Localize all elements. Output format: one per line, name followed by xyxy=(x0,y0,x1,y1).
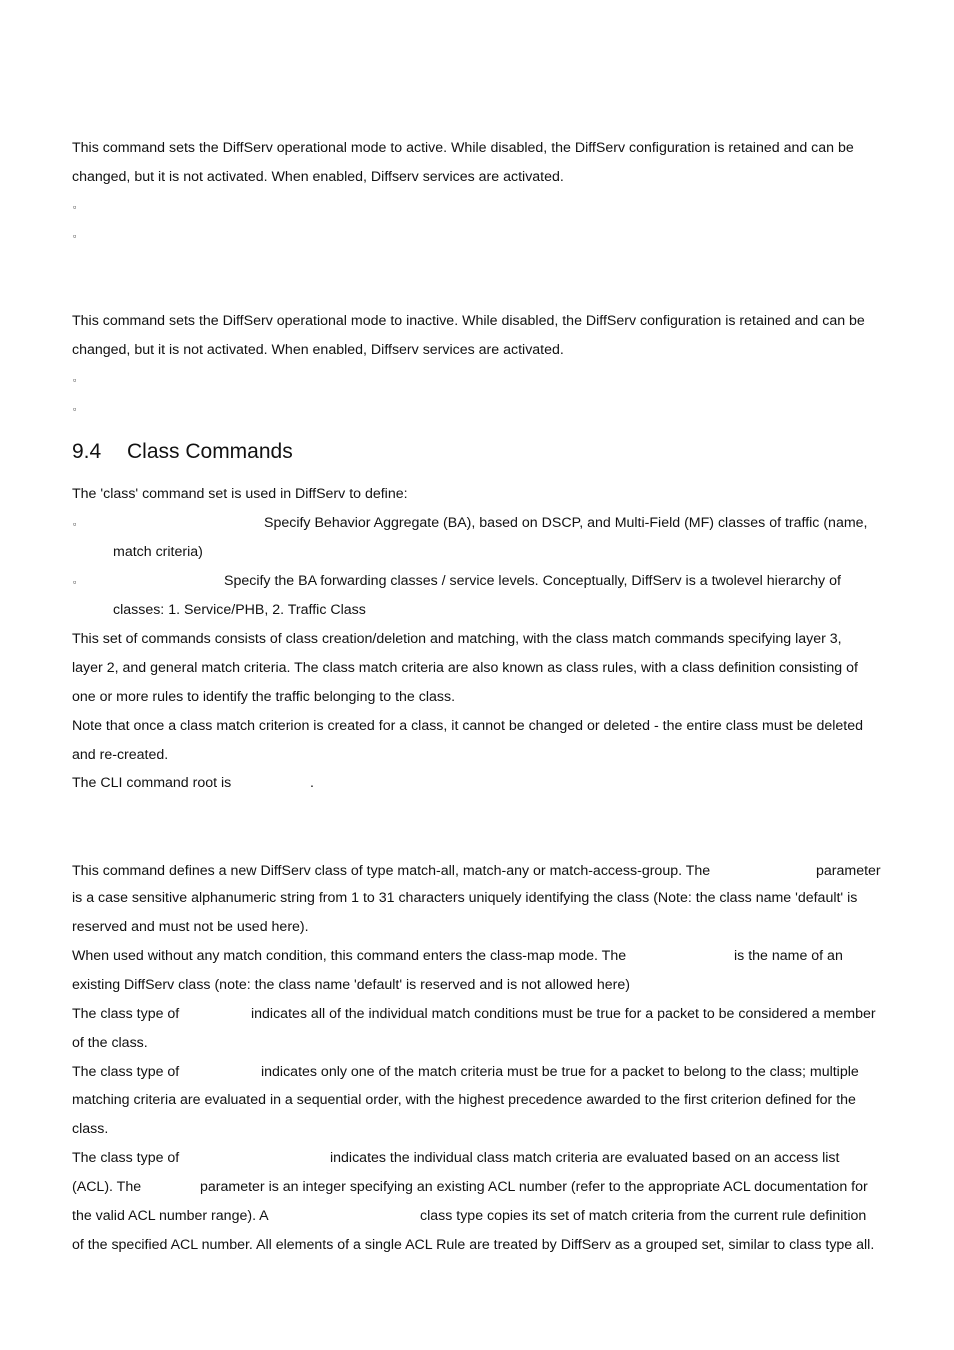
class-item-2-line-2: classes: 1. Service/PHB, 2. Traffic Class xyxy=(113,602,366,618)
section-number: 9.4 xyxy=(72,440,102,463)
classmap-p5-l3b: class type copies its set of match criteria from the current rule definition xyxy=(420,1208,867,1224)
cli-root-label: The CLI command root is xyxy=(72,775,232,791)
classmap-p1-l3: reserved and must not be used here). xyxy=(72,919,309,935)
classmap-p4-l1a: The class type of xyxy=(72,1064,180,1080)
class-item-1-line-1: Specify Behavior Aggregate (BA), based on DSCP, and Multi-Field (MF) classes of traffic (name, xyxy=(264,515,868,531)
classmap-p4-l1b: indicates only one of the match criteria must be true for a packet to belong to the class; multiple xyxy=(261,1064,859,1080)
classmap-p4-l3: class. xyxy=(72,1121,109,1137)
classmap-p5-l1b: indicates the individual class match criteria are evaluated based on an access list xyxy=(330,1150,840,1166)
classmap-p1-l1b: parameter xyxy=(816,863,881,879)
bullet-icon: ▫ xyxy=(73,375,77,385)
bullet-icon: ▫ xyxy=(73,231,77,241)
classmap-p2-l2: existing DiffServ class (note: the class name 'default' is reserved and is not allowed here) xyxy=(72,977,630,993)
classmap-p2-l1a: When used without any match condition, this command enters the class-map mode. The xyxy=(72,948,627,964)
classmap-p3-l1a: The class type of xyxy=(72,1006,180,1022)
cli-root-period: . xyxy=(310,775,314,791)
classmap-p5-l4: of the specified ACL number. All elements of a single ACL Rule are treated by DiffServ as a grouped set, similar to class type all. xyxy=(72,1237,875,1253)
class-para-1-line-1: This set of commands consists of class creation/deletion and matching, with the class match commands specifying layer 3, xyxy=(72,631,842,647)
para-active-line-2: changed, but it is not activated. When enabled, Diffserv services are activated. xyxy=(72,169,564,185)
bullet-icon: ▫ xyxy=(73,519,77,529)
classmap-p5-l3a: the valid ACL number range). A xyxy=(72,1208,269,1224)
bullet-icon: ▫ xyxy=(73,577,77,587)
classmap-p4-l2: matching criteria are evaluated in a sequential order, with the highest precedence awarded to the first criterion defined for the xyxy=(72,1092,856,1108)
classmap-p2-l1b: is the name of an xyxy=(734,948,843,964)
para-active-line-1: This command sets the DiffServ operational mode to active. While disabled, the DiffServ configuration is retained and can be xyxy=(72,140,854,156)
bullet-icon: ▫ xyxy=(73,202,77,212)
section-title: Class Commands xyxy=(127,440,293,463)
class-para-2-line-2: and re-created. xyxy=(72,747,169,763)
classmap-p3-l1b: indicates all of the individual match conditions must be true for a packet to be considered a member xyxy=(251,1006,876,1022)
classmap-p1-l1a: This command defines a new DiffServ class of type match-all, match-any or match-access-group. The xyxy=(72,863,711,879)
para-inactive-line-2: changed, but it is not activated. When enabled, Diffserv services are activated. xyxy=(72,342,564,358)
class-para-2-line-1: Note that once a class match criterion is created for a class, it cannot be changed or deleted - the entire class must be deleted xyxy=(72,718,863,734)
class-item-2-line-1: Specify the BA forwarding classes / service levels. Conceptually, DiffServ is a twolevel hierarchy of xyxy=(224,573,841,589)
classmap-p5-l1a: The class type of xyxy=(72,1150,180,1166)
section-heading xyxy=(72,438,293,466)
classmap-p5-l2a: (ACL). The xyxy=(72,1179,142,1195)
class-item-1-line-2: match criteria) xyxy=(113,544,203,560)
class-para-1-line-3: one or more rules to identify the traffic belonging to the class. xyxy=(72,689,456,705)
classmap-p1-l2: is a case sensitive alphanumeric string from 1 to 31 characters uniquely identifying the class (Note: the class name 'default' is xyxy=(72,890,858,906)
bullet-icon: ▫ xyxy=(73,404,77,414)
class-para-1-line-2: layer 2, and general match criteria. The class match criteria are also known as class rules, with a class definition consisting of xyxy=(72,660,858,676)
class-intro-lead: The 'class' command set is used in DiffServ to define: xyxy=(72,486,408,502)
para-inactive-line-1: This command sets the DiffServ operational mode to inactive. While disabled, the DiffServ configuration is retained and can be xyxy=(72,313,865,329)
classmap-p5-l2b: parameter is an integer specifying an existing ACL number (refer to the appropriate ACL documentation for xyxy=(200,1179,868,1195)
classmap-p3-l2: of the class. xyxy=(72,1035,148,1051)
